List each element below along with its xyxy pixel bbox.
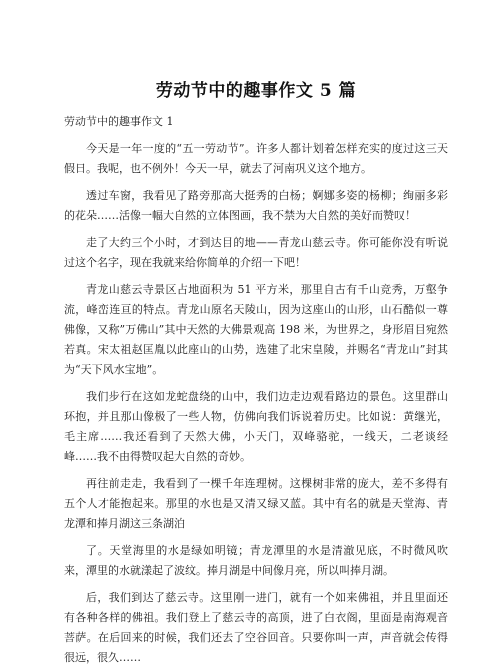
paragraph-4: 青龙山慈云寺景区占地面积为 51 平方米，那里自古有千山竞秀，万壑争流，峰峦连亘的特点。青龙山原名天陵山，因为这座山的山形，山石酷似一尊佛像，又称”万佛山”其中天然的大佛景观高 198 米，为世界之，身形眉目宛然若真。宋太祖赵匡胤以此座山的山势，选建了北宋皇陵，并赐名“青龙山”封其为“天下风水宝地”。: [64, 283, 448, 376]
paragraph-3: 走了大约三个小时，才到达目的地——青龙山慈云寺。你可能你没有听说过这个名字，现在我就来给你简单的介绍一下吧！: [64, 236, 448, 269]
essay-subtitle: 劳动节中的趣事作文 1: [64, 115, 174, 128]
paragraph-1: 今天是一年一度的“五一劳动节”。许多人都计划着怎样充实的度过这三天假日。我呢，也不例外！今天一早，就去了河南巩义这个地方。: [64, 142, 448, 175]
paragraph-8: 后，我们到达了慈云寺。这里刚一进门，就有一个如来佛祖，并且里面还有各种各样的佛祖。我们登上了慈云寺的高顶，进了白衣阁，里面是南海观音菩萨。在后回来的时候，我们还去了空谷回音。只要你叫一声，声音就会传得很远，很久……: [64, 591, 448, 664]
paragraph-2: 透过车窗，我看见了路旁那高大挺秀的白杨；婀娜多姿的杨柳；绚丽多彩的花朵……活像一幅大自然的立体图画，我不禁为大自然的美好而赞叹！: [64, 189, 448, 222]
paragraph-5: 我们步行在这如龙蛇盘绕的山中，我们边走边观看路边的景色。这里群山环抱，并且那山像极了一些人物，仿佛向我们诉说着历史。比如说：黄继光，毛主席……我还看到了天然大佛，小天门，双峰骆驼，一线天，二老谈经峰……我不由得赞叹起大自然的奇妙。: [64, 390, 448, 463]
paragraph-7: 了。天堂海里的水是绿如明镜；青龙潭里的水是清澈见底，不时微风吹来，潭里的水就漾起了波纹。捧月湖是中间像月亮，所以叫捧月湖。: [64, 544, 448, 577]
paragraph-6: 再往前走走，我看到了一棵千年连理树。这棵树非常的庞大，差不多得有五个人才能抱起来。那里的水也是又清又绿又蓝。其中有名的就是天堂海、青龙潭和捧月湖这三条湖泊: [64, 477, 448, 530]
document-title: 劳动节中的趣事作文 5 篇: [155, 81, 357, 101]
